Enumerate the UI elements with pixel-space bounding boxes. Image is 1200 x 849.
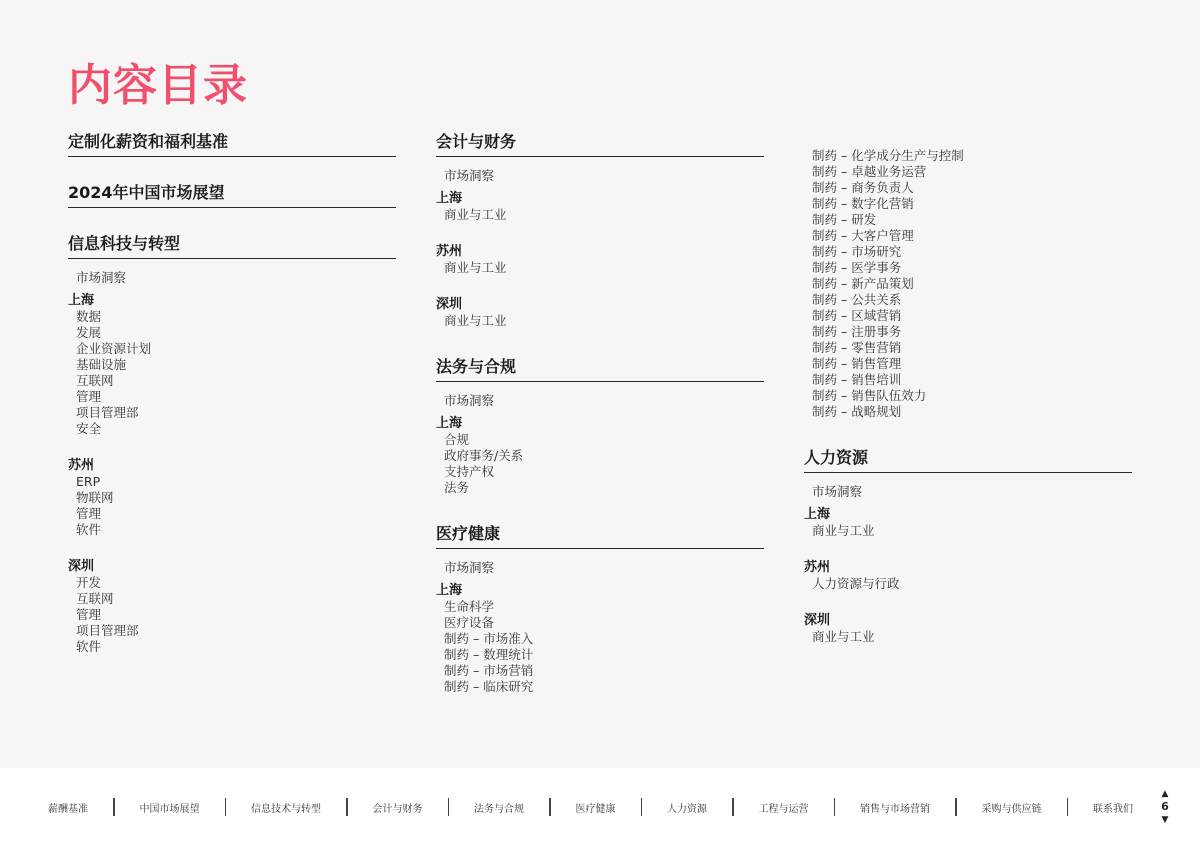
- toc-link[interactable]: 软件: [76, 522, 102, 537]
- city-heading-shenzhen: 深圳: [804, 613, 831, 628]
- nav-divider: [834, 798, 836, 816]
- nav-divider: [346, 798, 348, 816]
- toc-link[interactable]: 制药 – 销售队伍效力: [812, 388, 927, 403]
- nav-link-outlook[interactable]: 中国市场展望: [139, 803, 200, 815]
- toc-link[interactable]: 制药 – 数理统计: [444, 647, 534, 662]
- page-title: 内容目录: [68, 60, 248, 111]
- toc-link-market-insight[interactable]: 市场洞察: [444, 560, 495, 575]
- toc-column-3: [804, 148, 1132, 645]
- nav-divider: [641, 798, 643, 816]
- city-heading-suzhou: 苏州: [436, 244, 463, 259]
- toc-link[interactable]: 支持产权: [444, 464, 495, 479]
- toc-link[interactable]: 数据: [76, 309, 102, 324]
- it-shenzhen-list: [68, 575, 396, 655]
- city-heading-suzhou: 苏州: [804, 560, 831, 575]
- toc-link-market-insight[interactable]: 市场洞察: [812, 484, 863, 499]
- toc-link[interactable]: 发展: [76, 325, 102, 340]
- toc-link[interactable]: 制药 – 市场准入: [444, 631, 534, 646]
- toc-link[interactable]: 管理: [76, 389, 102, 404]
- toc-link[interactable]: 制药 – 注册事务: [812, 324, 902, 339]
- nav-divider: [448, 798, 450, 816]
- nav-divider: [549, 798, 551, 816]
- nav-link-finance[interactable]: 会计与财务: [372, 803, 423, 815]
- toc-column-2: [436, 130, 764, 695]
- toc-column-1: [68, 130, 396, 655]
- toc-link[interactable]: 制药 – 市场营销: [444, 663, 534, 678]
- toc-link[interactable]: 物联网: [76, 490, 114, 505]
- nav-link-procurement[interactable]: 采购与供应链: [981, 803, 1042, 815]
- section-title-healthcare[interactable]: 医疗健康: [436, 522, 764, 549]
- toc-link[interactable]: 法务: [444, 480, 470, 495]
- toc-link[interactable]: ERP: [76, 474, 101, 489]
- health-shanghai-list: [436, 599, 764, 695]
- toc-link[interactable]: 互联网: [76, 373, 114, 388]
- toc-link[interactable]: 人力资源与行政: [812, 576, 900, 591]
- toc-link[interactable]: 制药 – 卓越业务运营: [812, 164, 927, 179]
- toc-link[interactable]: 制药 – 战略规划: [812, 404, 902, 419]
- nav-link-hr[interactable]: 人力资源: [667, 803, 707, 815]
- page-pager: [1158, 788, 1172, 826]
- toc-link[interactable]: 制药 – 商务负责人: [812, 180, 914, 195]
- toc-link[interactable]: 互联网: [76, 591, 114, 606]
- toc-link[interactable]: 生命科学: [444, 599, 495, 614]
- section-title-custom-benchmark[interactable]: 定制化薪资和福利基准: [68, 130, 396, 157]
- nav-link-healthcare[interactable]: 医疗健康: [575, 803, 616, 815]
- section-title-finance[interactable]: 会计与财务: [436, 130, 764, 157]
- toc-link[interactable]: 制药 – 公共关系: [812, 292, 902, 307]
- footer-nav-bar: [0, 768, 1200, 849]
- nav-link-it[interactable]: 信息技术与转型: [251, 803, 321, 815]
- city-heading-shanghai: 上海: [68, 293, 95, 308]
- toc-link[interactable]: 商业与工业: [812, 629, 875, 644]
- toc-link[interactable]: 制药 – 市场研究: [812, 244, 902, 259]
- toc-link[interactable]: 商业与工业: [812, 523, 875, 538]
- toc-link-market-insight[interactable]: 市场洞察: [76, 270, 127, 285]
- toc-link[interactable]: 企业资源计划: [76, 341, 152, 356]
- city-heading-shanghai: 上海: [436, 416, 463, 431]
- nav-divider: [732, 798, 734, 816]
- city-heading-shanghai: 上海: [436, 583, 463, 598]
- toc-link[interactable]: 管理: [76, 607, 102, 622]
- toc-link[interactable]: 商业与工业: [444, 313, 507, 328]
- city-heading-suzhou: 苏州: [68, 458, 95, 473]
- toc-link[interactable]: 管理: [76, 506, 102, 521]
- nav-divider: [113, 798, 115, 816]
- toc-link[interactable]: 基础设施: [76, 357, 127, 372]
- legal-shanghai-list: [436, 432, 764, 496]
- toc-link[interactable]: 安全: [76, 421, 102, 436]
- nav-link-contact[interactable]: 联系我们: [1093, 803, 1133, 815]
- toc-link[interactable]: 商业与工业: [444, 260, 507, 275]
- city-heading-shanghai: 上海: [804, 507, 831, 522]
- nav-divider: [225, 798, 227, 816]
- toc-link[interactable]: 医疗设备: [444, 615, 495, 630]
- toc-link[interactable]: 制药 – 研发: [812, 212, 877, 227]
- city-heading-shenzhen: 深圳: [68, 559, 95, 574]
- nav-link-sales-marketing[interactable]: 销售与市场营销: [860, 803, 930, 815]
- toc-link[interactable]: 制药 – 零售营销: [812, 340, 902, 355]
- nav-link-legal[interactable]: 法务与合规: [474, 803, 524, 815]
- pharma-list: [804, 148, 1132, 420]
- toc-link-market-insight[interactable]: 市场洞察: [444, 393, 495, 408]
- toc-link[interactable]: 制药 – 销售培训: [812, 372, 902, 387]
- toc-link[interactable]: 制药 – 数字化营销: [812, 196, 914, 211]
- toc-link[interactable]: 合规: [444, 432, 470, 447]
- next-page-icon[interactable]: ▼: [1161, 815, 1169, 825]
- toc-link[interactable]: 项目管理部: [76, 405, 139, 420]
- toc-link[interactable]: 制药 – 大客户管理: [812, 228, 914, 243]
- toc-link[interactable]: 制药 – 区域营销: [812, 308, 902, 323]
- toc-link[interactable]: 软件: [76, 639, 102, 654]
- toc-link[interactable]: 制药 – 医学事务: [812, 260, 902, 275]
- toc-link[interactable]: 政府事务/关系: [444, 448, 524, 463]
- toc-link[interactable]: 制药 – 化学成分生产与控制: [812, 148, 964, 163]
- section-title-it[interactable]: 信息科技与转型: [68, 232, 396, 259]
- it-suzhou-list: [68, 474, 396, 538]
- city-heading-shenzhen: 深圳: [436, 297, 463, 312]
- nav-link-engineering[interactable]: 工程与运营: [758, 803, 809, 815]
- toc-link[interactable]: 项目管理部: [76, 623, 139, 638]
- footer-nav: [48, 798, 1133, 816]
- nav-divider: [955, 798, 957, 816]
- nav-link-salary-benchmark[interactable]: 薪酬基准: [48, 803, 88, 815]
- toc-link[interactable]: 开发: [76, 575, 102, 590]
- nav-divider: [1067, 798, 1069, 816]
- section-title-outlook[interactable]: 2024年中国市场展望: [68, 181, 396, 208]
- section-title-hr[interactable]: 人力资源: [804, 446, 1132, 473]
- it-shanghai-list: [68, 309, 396, 437]
- toc-link[interactable]: 制药 – 新产品策划: [812, 276, 914, 291]
- prev-page-icon[interactable]: ▲: [1161, 789, 1169, 799]
- toc-link-market-insight[interactable]: 市场洞察: [444, 168, 495, 183]
- toc-link[interactable]: 制药 – 销售管理: [812, 356, 902, 371]
- section-title-legal[interactable]: 法务与合规: [436, 355, 764, 382]
- toc-link[interactable]: 制药 – 临床研究: [444, 679, 534, 694]
- city-heading-shanghai: 上海: [436, 191, 463, 206]
- toc-link[interactable]: 商业与工业: [444, 207, 507, 222]
- page-number: 6: [1161, 800, 1169, 813]
